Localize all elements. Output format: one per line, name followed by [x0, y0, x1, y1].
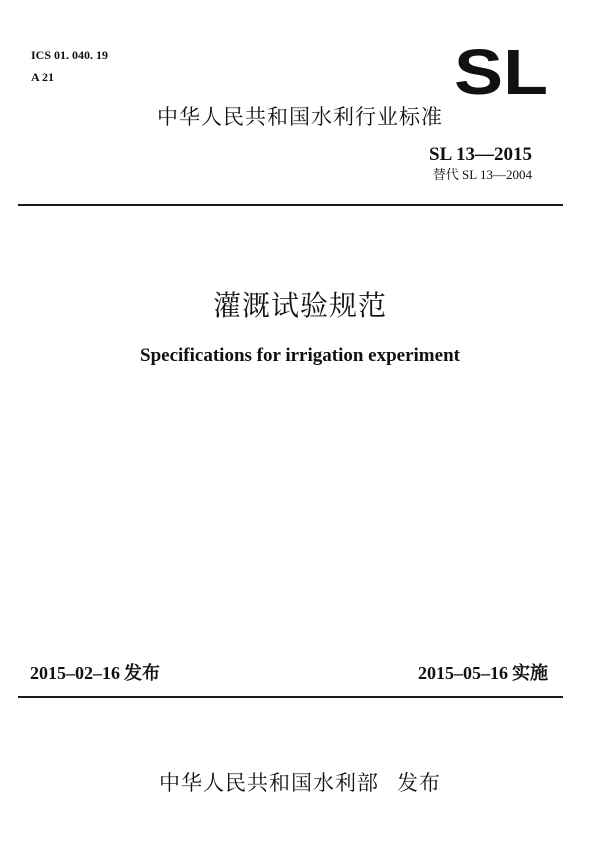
issue-date-value: 2015–02–16 [30, 663, 120, 683]
publisher [0, 770, 600, 796]
publisher-name: 中华人民共和国水利部 [159, 771, 379, 795]
title-chinese: 灌溉试验规范 [212, 289, 387, 322]
replaces-standard: 替代 SL 13—2004 [432, 167, 532, 182]
ccs-code: A 21 [31, 70, 55, 84]
bottom-divider [18, 696, 563, 698]
ics-code: ICS 01. 040. 19 [31, 48, 109, 62]
sl-logo-text: SL [454, 44, 548, 100]
top-divider [18, 204, 563, 206]
sl-logo [453, 44, 549, 100]
issue-label: 发布 [124, 663, 160, 684]
publisher-action: 发布 [397, 771, 441, 795]
implement-date [418, 662, 548, 685]
implement-date-value: 2015–05–16 [418, 663, 508, 683]
issue-date [30, 662, 160, 685]
implement-label: 实施 [512, 663, 548, 684]
standard-class: 中华人民共和国水利行业标准 [157, 105, 443, 129]
title-english: Specifications for irrigation experiment [140, 345, 460, 366]
standard-number: SL 13—2015 [429, 144, 532, 165]
